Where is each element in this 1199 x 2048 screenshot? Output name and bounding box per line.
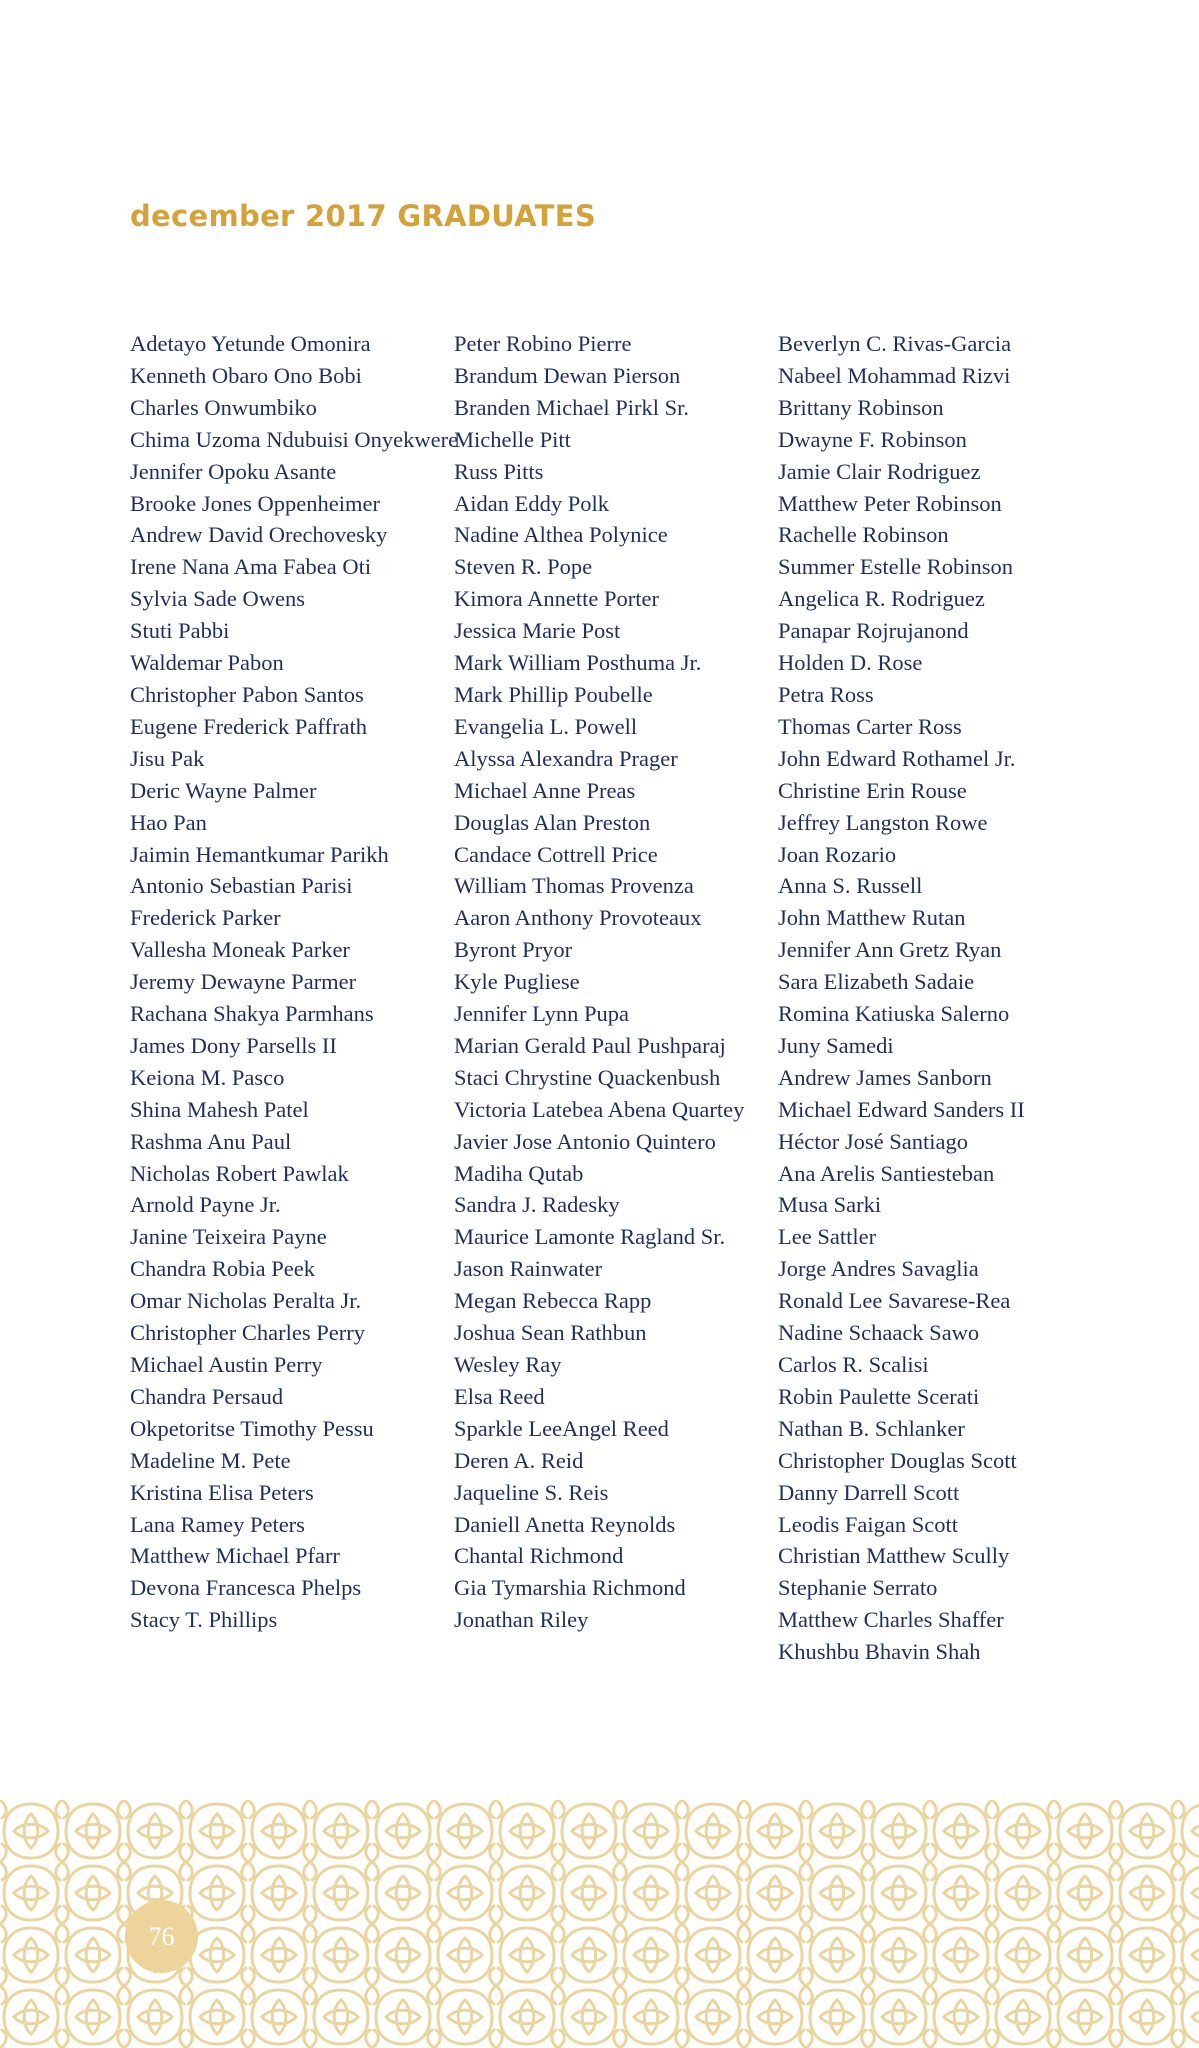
graduate-name: Rachana Shakya Parmhans bbox=[130, 1001, 374, 1027]
graduate-name: Steven R. Pope bbox=[454, 554, 593, 580]
graduate-name: William Thomas Provenza bbox=[454, 873, 694, 899]
graduate-name: Daniell Anetta Reynolds bbox=[454, 1511, 676, 1537]
page-number-badge bbox=[125, 1900, 198, 1973]
graduate-name: Omar Nicholas Peralta Jr. bbox=[130, 1288, 362, 1314]
graduate-name: Jeffrey Langston Rowe bbox=[778, 809, 988, 835]
graduate-name: Kristina Elisa Peters bbox=[130, 1479, 314, 1505]
graduate-name: Rashma Anu Paul bbox=[130, 1128, 292, 1154]
graduate-name: Andrew David Orechovesky bbox=[130, 522, 388, 548]
graduate-name: Romina Katiuska Salerno bbox=[778, 1001, 1010, 1027]
graduate-name: James Dony Parsells II bbox=[130, 1032, 337, 1058]
graduate-name: Matthew Michael Pfarr bbox=[130, 1543, 340, 1569]
graduate-name: Christopher Pabon Santos bbox=[130, 681, 364, 707]
graduate-name: Deren A. Reid bbox=[454, 1447, 584, 1473]
graduate-name: Staci Chrystine Quackenbush bbox=[454, 1064, 721, 1090]
graduate-name: Brooke Jones Oppenheimer bbox=[130, 490, 380, 516]
graduate-name: Matthew Charles Shaffer bbox=[778, 1607, 1004, 1633]
graduate-name: Jason Rainwater bbox=[454, 1256, 603, 1282]
graduate-name: Stephanie Serrato bbox=[778, 1575, 938, 1601]
graduate-name: Sparkle LeeAngel Reed bbox=[454, 1415, 669, 1441]
graduate-name: Chandra Persaud bbox=[130, 1383, 284, 1409]
graduate-name: Lana Ramey Peters bbox=[130, 1511, 305, 1537]
graduate-name: Adetayo Yetunde Omonira bbox=[130, 331, 371, 356]
graduate-name: Stuti Pabbi bbox=[130, 618, 230, 644]
graduate-name: Beverlyn C. Rivas-Garcia bbox=[778, 331, 1012, 356]
graduate-name: Stacy T. Phillips bbox=[130, 1607, 278, 1633]
graduate-name: Kenneth Obaro Ono Bobi bbox=[130, 362, 362, 388]
graduate-name: Thomas Carter Ross bbox=[778, 713, 962, 739]
graduate-name: Keiona M. Pasco bbox=[130, 1064, 285, 1090]
names-column-3 bbox=[778, 328, 1093, 1668]
graduate-name: Marian Gerald Paul Pushparaj bbox=[454, 1032, 726, 1058]
graduate-name: Sara Elizabeth Sadaie bbox=[778, 969, 975, 995]
graduate-name: Chantal Richmond bbox=[454, 1543, 624, 1569]
graduate-name: Mark Phillip Poubelle bbox=[454, 681, 653, 707]
graduate-name: Arnold Payne Jr. bbox=[130, 1192, 281, 1218]
graduate-name: Charles Onwumbiko bbox=[130, 394, 317, 420]
graduate-name: Kyle Pugliese bbox=[454, 969, 580, 995]
graduate-name: Antonio Sebastian Parisi bbox=[130, 873, 353, 899]
graduate-name: Danny Darrell Scott bbox=[778, 1479, 960, 1505]
graduate-name: Jennifer Ann Gretz Ryan bbox=[778, 937, 1002, 963]
names-column-1 bbox=[130, 328, 459, 1636]
graduate-name: Devona Francesca Phelps bbox=[130, 1575, 362, 1601]
graduate-name: Javier Jose Antonio Quintero bbox=[454, 1128, 716, 1154]
graduate-name: Christian Matthew Scully bbox=[778, 1543, 1010, 1569]
graduate-name: Brandum Dewan Pierson bbox=[454, 362, 681, 388]
graduate-name: Nadine Althea Polynice bbox=[454, 522, 668, 548]
graduate-name: Joan Rozario bbox=[778, 841, 897, 867]
graduate-name: Jeremy Dewayne Parmer bbox=[130, 969, 357, 995]
graduate-name: John Edward Rothamel Jr. bbox=[778, 745, 1016, 771]
graduate-name: Janine Teixeira Payne bbox=[130, 1224, 327, 1250]
graduate-name: Summer Estelle Robinson bbox=[778, 554, 1013, 580]
graduate-name: Gia Tymarshia Richmond bbox=[454, 1575, 686, 1601]
graduate-name: Victoria Latebea Abena Quartey bbox=[454, 1096, 745, 1122]
graduate-name: Wesley Ray bbox=[454, 1352, 562, 1377]
graduate-name: Frederick Parker bbox=[130, 905, 281, 931]
graduate-name: Hao Pan bbox=[130, 809, 207, 835]
graduate-name: Deric Wayne Palmer bbox=[130, 777, 317, 803]
graduate-name: Madeline M. Pete bbox=[130, 1447, 291, 1473]
graduate-name: Jennifer Lynn Pupa bbox=[454, 1001, 629, 1027]
graduate-name: Jessica Marie Post bbox=[454, 618, 621, 644]
graduate-name: Douglas Alan Preston bbox=[454, 809, 651, 835]
graduate-name: Matthew Peter Robinson bbox=[778, 490, 1002, 516]
graduate-name: Jonathan Riley bbox=[454, 1607, 589, 1633]
graduate-name: Joshua Sean Rathbun bbox=[454, 1320, 647, 1346]
graduate-name: Musa Sarki bbox=[778, 1192, 882, 1218]
graduate-name: Jennifer Opoku Asante bbox=[130, 458, 337, 484]
graduate-name: Nicholas Robert Pawlak bbox=[130, 1160, 349, 1186]
graduate-name: Peter Robino Pierre bbox=[454, 331, 632, 356]
graduate-name: Candace Cottrell Price bbox=[454, 841, 658, 867]
graduate-name: Russ Pitts bbox=[454, 458, 544, 484]
graduate-name: Juny Samedi bbox=[778, 1032, 894, 1058]
graduate-name: Aaron Anthony Provoteaux bbox=[454, 905, 702, 931]
graduate-name: Kimora Annette Porter bbox=[454, 586, 659, 612]
graduate-name: Vallesha Moneak Parker bbox=[130, 937, 350, 963]
graduate-name: John Matthew Rutan bbox=[778, 905, 966, 931]
graduate-name: Christopher Charles Perry bbox=[130, 1320, 365, 1346]
graduate-name: Irene Nana Ama Fabea Oti bbox=[130, 554, 372, 580]
graduate-name: Michael Austin Perry bbox=[130, 1352, 323, 1377]
graduate-name: Jamie Clair Rodriguez bbox=[778, 458, 981, 484]
graduate-name: Anna S. Russell bbox=[778, 873, 923, 899]
graduate-name: Dwayne F. Robinson bbox=[778, 426, 967, 452]
graduate-name: Elsa Reed bbox=[454, 1383, 545, 1409]
graduate-name: Khushbu Bhavin Shah bbox=[778, 1639, 981, 1665]
graduate-name: Holden D. Rose bbox=[778, 650, 923, 676]
graduate-name: Sylvia Sade Owens bbox=[130, 586, 305, 612]
page-title: december 2017 GRADUATES bbox=[130, 199, 597, 234]
graduate-name: Héctor José Santiago bbox=[778, 1128, 968, 1154]
graduate-name: Chima Uzoma Ndubuisi Onyekwere bbox=[130, 426, 459, 452]
graduate-name: Eugene Frederick Paffrath bbox=[130, 713, 367, 739]
graduate-name: Branden Michael Pirkl Sr. bbox=[454, 394, 689, 420]
graduate-name: Maurice Lamonte Ragland Sr. bbox=[454, 1224, 726, 1250]
graduate-name: Nathan B. Schlanker bbox=[778, 1415, 965, 1441]
graduate-name: Jisu Pak bbox=[130, 745, 205, 771]
graduate-name: Lee Sattler bbox=[778, 1224, 877, 1250]
graduate-name: Mark William Posthuma Jr. bbox=[454, 650, 702, 676]
graduate-name: Jaqueline S. Reis bbox=[454, 1479, 609, 1505]
graduate-name: Michelle Pitt bbox=[454, 426, 571, 452]
graduate-name: Okpetoritse Timothy Pessu bbox=[130, 1415, 374, 1441]
graduate-name: Jaimin Hemantkumar Parikh bbox=[130, 841, 389, 867]
graduate-name: Carlos R. Scalisi bbox=[778, 1352, 929, 1377]
graduate-name: Sandra J. Radesky bbox=[454, 1192, 620, 1218]
graduate-name: Byront Pryor bbox=[454, 937, 573, 963]
graduate-name: Angelica R. Rodriguez bbox=[778, 586, 985, 612]
graduate-name: Megan Rebecca Rapp bbox=[454, 1288, 652, 1314]
names-column-2 bbox=[454, 328, 769, 1636]
graduate-name: Petra Ross bbox=[778, 681, 874, 707]
graduate-name: Nadine Schaack Sawo bbox=[778, 1320, 980, 1346]
graduate-name: Alyssa Alexandra Prager bbox=[454, 745, 678, 771]
graduate-name: Christine Erin Rouse bbox=[778, 777, 967, 803]
graduate-name: Panapar Rojrujanond bbox=[778, 618, 969, 644]
page-number: 76 bbox=[148, 1921, 175, 1951]
graduate-name: Robin Paulette Scerati bbox=[778, 1383, 980, 1409]
graduate-name: Ana Arelis Santiesteban bbox=[778, 1160, 995, 1186]
graduate-name: Christopher Douglas Scott bbox=[778, 1447, 1017, 1473]
graduate-name: Evangelia L. Powell bbox=[454, 713, 638, 739]
graduate-name: Brittany Robinson bbox=[778, 394, 944, 420]
graduate-name: Rachelle Robinson bbox=[778, 522, 949, 548]
graduate-name: Jorge Andres Savaglia bbox=[778, 1256, 979, 1282]
graduate-name: Aidan Eddy Polk bbox=[454, 490, 609, 516]
graduate-name: Shina Mahesh Patel bbox=[130, 1096, 309, 1122]
graduate-name: Leodis Faigan Scott bbox=[778, 1511, 958, 1537]
graduate-name: Andrew James Sanborn bbox=[778, 1064, 992, 1090]
graduate-name: Ronald Lee Savarese-Rea bbox=[778, 1288, 1011, 1314]
graduate-name: Waldemar Pabon bbox=[130, 650, 284, 676]
graduate-name: Michael Edward Sanders II bbox=[778, 1096, 1025, 1122]
graduate-name: Nabeel Mohammad Rizvi bbox=[778, 362, 1011, 388]
graduate-name: Chandra Robia Peek bbox=[130, 1256, 315, 1282]
graduate-name: Madiha Qutab bbox=[454, 1160, 584, 1186]
graduate-name: Michael Anne Preas bbox=[454, 777, 636, 803]
